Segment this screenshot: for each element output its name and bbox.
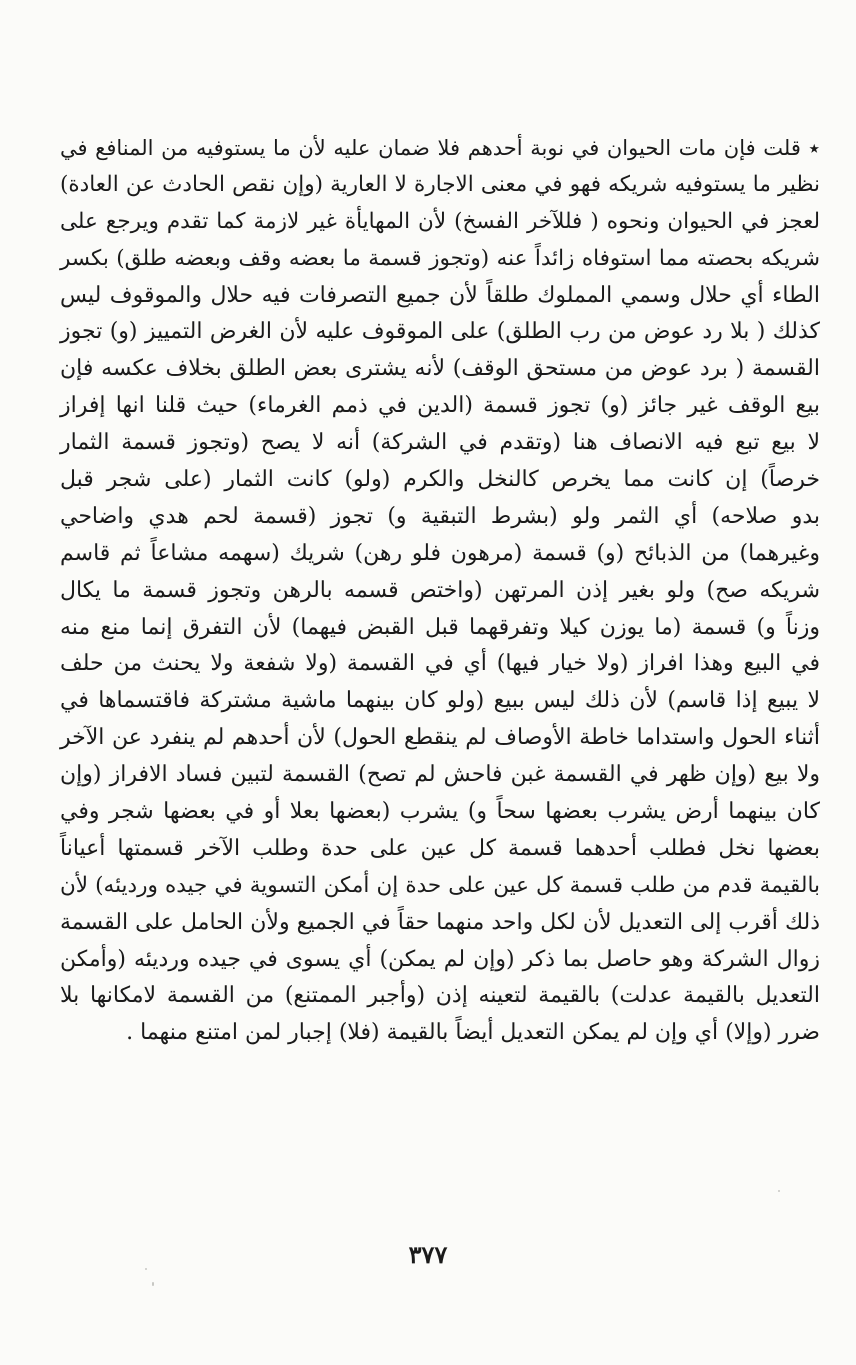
text-line: نظير ما يستوفيه شريكه فهو في معنى الاجارة لا العارية (وإن نقص الحادث عن العادة) — [60, 171, 820, 197]
paper-speck — [778, 1190, 780, 1192]
text-line: ذلك أقرب إلى التعديل لأن لكل واحد منهما حقاً في الجميع ولأن الحامل على القسمة — [60, 909, 820, 935]
text-line: خرصاً) إن كانت مما يخرص كالنخل والكرم (ولو) كانت الثمار (على شجر قبل — [60, 467, 820, 493]
text-line: بعضها نخل فطلب أحدهما قسمة كل عين على حدة وطلب الآخر قسمتها أعياناً — [60, 835, 820, 861]
text-line: ولا بيع (وإن ظهر في القسمة غبن فاحش لم تصح) القسمة لتبين فساد الافراز (وإن — [60, 762, 820, 788]
text-line: شريكه صح) ولو بغير إذن المرتهن (واختص قسمه بالرهن وتجوز قسمة ما يكال — [60, 577, 820, 603]
text-line: لا بيع تبع فيه الانصاف هنا (وتقدم في الشركة) أنه لا يصح (وتجوز قسمة الثمار — [60, 430, 820, 456]
paper-speck — [145, 1268, 147, 1270]
text-line: كان بينهما أرض يشرب بعضها سحاً و) يشرب (بعضها بعلا أو في بعضها شجر وفي — [60, 799, 820, 825]
page-number: ٣٧٧ — [408, 1240, 448, 1269]
text-line: بالقيمة قدم من طلب قسمة كل عين على حدة إن أمكن التسوية في جيده ورديئه) لأن — [60, 872, 820, 898]
text-line: ضرر (وإلا) أي وإن لم يمكن التعديل أيضاً بالقيمة (فلا) إجبار لمن امتنع منهما . — [126, 1020, 820, 1046]
text-line: وغيرهما) من الذبائح (و) قسمة (مرهون فلو رهن) شريك (سهمه مشاعاً ثم قاسم — [60, 540, 820, 566]
text-line: الطاء أي حلال وسمي المملوك طلقاً لأن جميع التصرفات فيه حلال والموقوف ليس — [60, 282, 820, 308]
text-line: وزناً و) قسمة (ما يوزن كيلا وتفرقهما قبل القبض فيهما) لأن التفرق إنما منع منه — [60, 614, 820, 640]
text-line: لعجز في الحيوان ونحوه ( فللآخر الفسخ) لأن المهايأة غير لازمة كما تقدم ويرجع على — [60, 208, 820, 234]
body-text — [60, 130, 820, 1052]
text-line: بيع الوقف غير جائز (و) تجوز قسمة (الدين في ذمم الغرماء) حيث قلنا انها إفراز — [60, 393, 820, 419]
text-line: في البيع وهذا افراز (ولا خيار فيها) أي في القسمة (ولا شفعة ولا يحنث من حلف — [60, 651, 820, 677]
paper-speck — [152, 1282, 154, 1286]
text-line: بدو صلاحه) أي الثمر ولو (بشرط التبقية و) تجوز (قسمة لحم هدي واضاحي — [60, 503, 820, 529]
text-line: القسمة ( برد عوض من مستحق الوقف) لأنه يشترى بعض الطلق بخلاف عكسه فإن — [60, 356, 820, 382]
text-line: لا يبيع إذا قاسم) لأن ذلك ليس ببيع (ولو كان بينهما ماشية مشتركة فاقتسماها في — [60, 688, 820, 714]
text-line: زوال الشركة وهو حاصل بما ذكر (وإن لم يمكن) أي يسوى في جيده ورديئه (وأمكن — [60, 946, 820, 972]
text-line: كذلك ( بلا رد عوض من رب الطلق) على الموقوف عليه لأن الغرض التمييز (و) تجوز — [60, 319, 821, 345]
text-line: التعديل بالقيمة عدلت) بالقيمة لتعينه إذن (وأجبر الممتنع) من القسمة لامكانها بلا — [60, 983, 820, 1009]
text-line: ٭ قلت فإن مات الحيوان في نوبة أحدهم فلا ضمان عليه لأن ما يستوفيه من المنافع في — [60, 136, 820, 160]
text-line: شريكه بحصته مما استوفاه زائداً عنه (وتجوز قسمة ما بعضه وقف وبعضه طلق) بكسر — [60, 245, 820, 271]
text-line: أثناء الحول واستداما خاطة الأوصاف لم ينقطع الحول) لأن أحدهم لم ينفرد عن الآخر — [60, 725, 820, 751]
